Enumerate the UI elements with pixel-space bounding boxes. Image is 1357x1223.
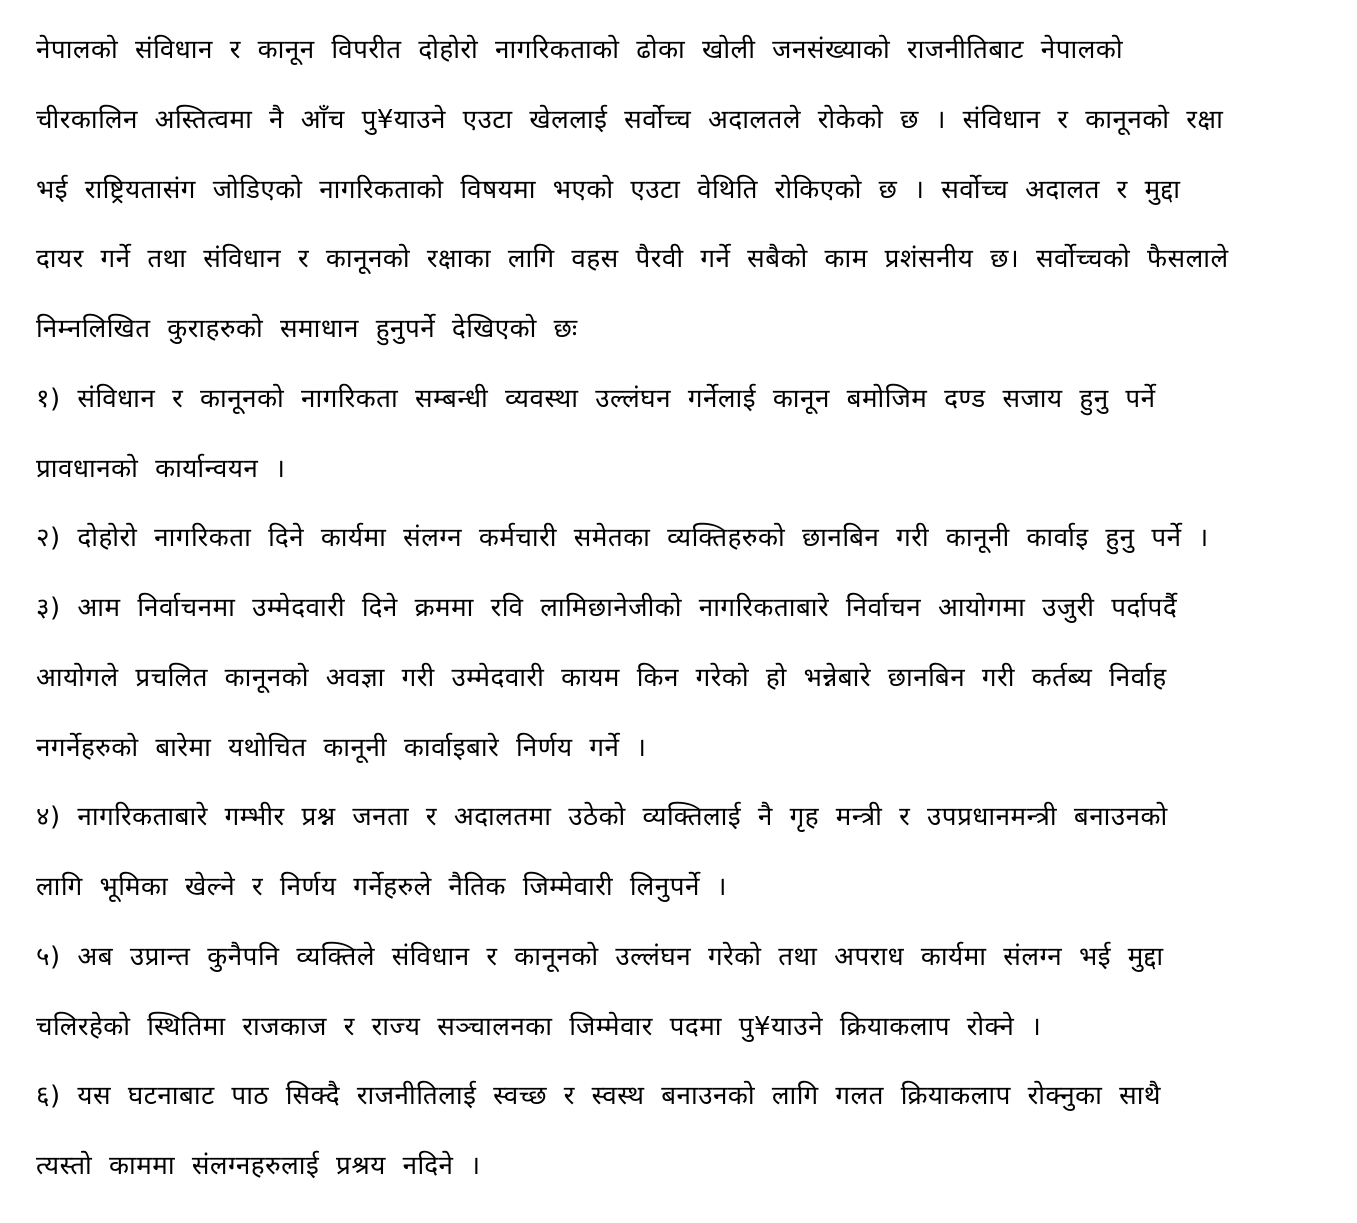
list-item-4-line-2: लागि भूमिका खेल्ने र निर्णय गर्नेहरुले नैतिक जिम्मेवारी लिनुपर्ने । xyxy=(36,872,728,902)
list-item-1-line-1: १) संविधान र कानूनको नागरिकता सम्बन्धी व्यवस्था उल्लंघन गर्नेलाई कानून बमोजिम दण्ड सजाय हुनु पर्ने xyxy=(36,384,1156,414)
list-item-2-line-1: २) दोहोरो नागरिकता दिने कार्यमा संलग्न कर्मचारी समेतका व्यक्तिहरुको छानबिन गरी कानूनी कार्वाइ हुनु पर्ने । xyxy=(36,523,1209,553)
list-item-5-line-1: ५) अब उप्रान्त कुनैपनि व्यक्तिले संविधान र कानूनको उल्लंघन गरेको तथा अपराध कार्यमा संलग्न भई मुद्दा xyxy=(36,942,1164,972)
list-item-3-line-2: आयोगले प्रचलित कानूनको अवज्ञा गरी उम्मेदवारी कायम किन गरेको हो भन्नेबारे छानबिन गरी कर्तब्य निर्वाह xyxy=(36,663,1167,693)
list-item-4-line-1: ४) नागरिकताबारे गम्भीर प्रश्न जनता र अदालतमा उठेको व्यक्तिलाई नै गृह मन्त्री र उपप्रधानमन्त्री बनाउनको xyxy=(36,802,1168,832)
list-item-6-line-2: त्यस्तो काममा संलग्नहरुलाई प्रश्रय नदिने । xyxy=(36,1151,481,1181)
list-item-6-line-1: ६) यस घटनाबाट पाठ सिक्दै राजनीतिलाई स्वच्छ र स्वस्थ बनाउनको लागि गलत क्रियाकलाप रोक्नुका साथै xyxy=(36,1081,1162,1111)
list-item-5-line-2: चलिरहेको स्थितिमा राजकाज र राज्य सञ्चालनका जिम्मेवार पदमा पु¥याउने क्रियाकलाप रोक्ने । xyxy=(36,1012,1042,1042)
paragraph-intro-line-4: दायर गर्ने तथा संविधान र कानूनको रक्षाका लागि वहस पैरवी गर्ने सबैको काम प्रशंसनीय छ। सर्वोच्चको फैसलाले xyxy=(36,244,1229,274)
paragraph-intro-line-5: निम्नलिखित कुराहरुको समाधान हुनुपर्ने देखिएको छः xyxy=(36,314,578,344)
list-item-3-line-1: ३) आम निर्वाचनमा उम्मेदवारी दिने क्रममा रवि लामिछानेजीको नागरिकताबारे निर्वाचन आयोगमा उजुरी पर्दापर्दै xyxy=(36,593,1178,623)
paragraph-intro-line-1: नेपालको संविधान र कानून विपरीत दोहोरो नागरिकताको ढोका खोली जनसंख्याको राजनीतिबाट नेपालको xyxy=(36,35,1124,65)
paragraph-intro-line-3: भई राष्ट्रियतासंग जोडिएको नागरिकताको विषयमा भएको एउटा वेथिति रोकिएको छ । सर्वोच्च अदालत र मुद्दा xyxy=(36,175,1181,205)
paragraph-intro-line-2: चीरकालिन अस्तित्वमा नै आँच पु¥याउने एउटा खेललाई सर्वोच्च अदालतले रोकेको छ । संविधान र कानूनको रक्षा xyxy=(36,105,1224,135)
list-item-3-line-3: नगर्नेहरुको बारेमा यथोचित कानूनी कार्वाइबारे निर्णय गर्ने । xyxy=(36,733,647,763)
list-item-1-line-2: प्रावधानको कार्यान्वयन । xyxy=(36,454,286,484)
